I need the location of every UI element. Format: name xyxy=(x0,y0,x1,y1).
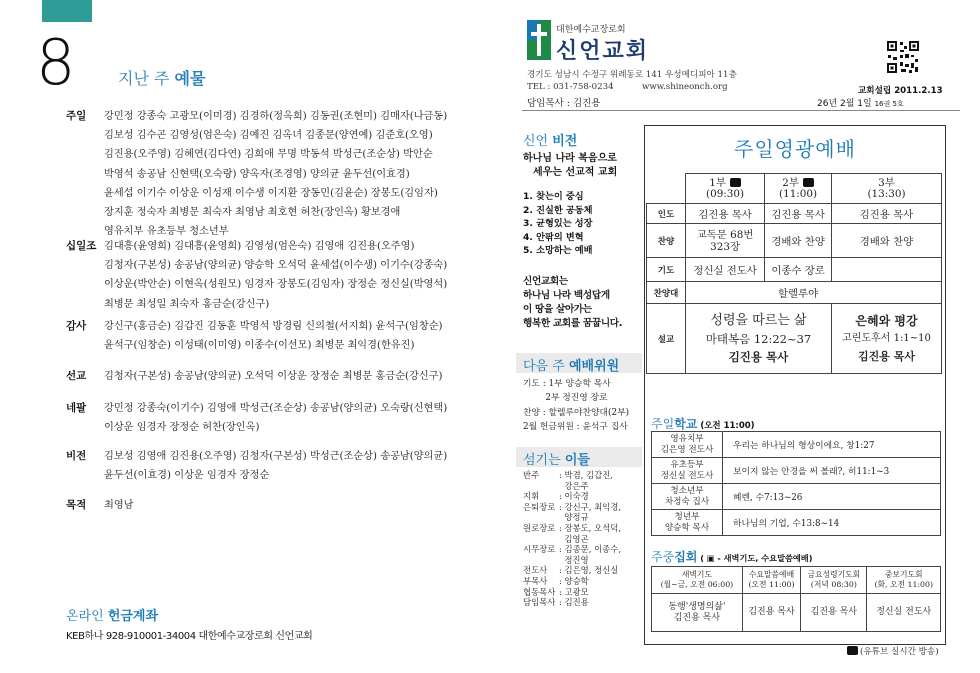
midweek-meeting xyxy=(867,567,941,594)
servant-names: : 양승학 xyxy=(559,575,589,586)
sermon-preacher: 김진용 목사 xyxy=(858,349,915,363)
servant-row xyxy=(523,523,637,534)
offering-names-line: 최병문 최성일 최숙자 홍금순(강신구) xyxy=(104,298,270,310)
service-3-header xyxy=(831,174,941,204)
youtube-note-text: (유튜브 실시간 방송) xyxy=(860,647,939,657)
service-name: 3부 xyxy=(878,176,895,189)
offering-names-line: 윤석구(임창순) 이성태(이미영) 이종수(이선모) 최병문 최익경(한유진) xyxy=(104,340,415,352)
midweek-leader-row xyxy=(652,594,941,632)
servants-title xyxy=(523,449,590,468)
servant-names: : 고광모 xyxy=(559,586,589,597)
midweek-table xyxy=(651,566,941,632)
denomination: 대한예수교장로회 xyxy=(556,25,626,35)
midweek-leader-line: 김진용 목사 xyxy=(673,612,721,623)
vision-intro xyxy=(523,152,617,180)
servant-row xyxy=(523,502,637,513)
offering-group-label: 주일 xyxy=(66,110,87,122)
next-week-line: 기도 : 1부 양승학 목사 xyxy=(523,379,611,389)
sermon-preacher: 김진용 목사 xyxy=(728,349,789,364)
schedule-title: 주일영광예배 xyxy=(734,137,856,161)
offering-group-names xyxy=(104,447,504,485)
offering-group-names xyxy=(104,237,504,314)
midweek-meeting-name: 수요말씀예배 xyxy=(748,569,795,579)
school-dept-leader: 양승학 목사 xyxy=(664,522,710,533)
service-name: 2부 xyxy=(782,176,799,189)
servant-row xyxy=(523,565,637,576)
servant-row xyxy=(523,587,637,598)
header-divider xyxy=(522,110,960,111)
row-label-choir: 찬양대 xyxy=(647,282,686,304)
servant-role: 담임목사 xyxy=(523,597,556,608)
school-dept-leader: 김은영 전도사 xyxy=(660,444,714,455)
offering-group xyxy=(66,496,486,515)
school-dept xyxy=(652,510,723,536)
choir-2: 할렐루야 xyxy=(765,282,832,304)
offering-names-line: 김보성 김수곤 김영성(엄은숙) 김예진 김옥녀 김종문(양연예) 김준호(오영) xyxy=(104,130,433,142)
school-dept-name: 청년부 xyxy=(674,511,700,522)
vision-item: 4. 안팎의 변혁 xyxy=(523,231,584,243)
praise-1-reading: 교독문 68번 xyxy=(696,228,754,241)
midweek-leader-line: 김진용 목사 xyxy=(748,607,795,618)
offering-group-label: 십일조 xyxy=(66,240,97,252)
praise-2: 경배와 찬양 xyxy=(765,224,832,258)
bank-account: KEB하나 928-910001-34004 대한예수교장로회 신언교회 xyxy=(66,631,313,642)
church-name: 신언교회 xyxy=(556,39,650,64)
school-lesson: 보이지 않는 안경을 써 볼래?, 히11:1~3 xyxy=(723,458,941,484)
servant-role: 시무장로 xyxy=(523,544,556,555)
midweek-leader-line: 김진용 목사 xyxy=(810,607,857,618)
servant-names: 김영곤 xyxy=(559,533,589,544)
school-title-plain: 주일 xyxy=(651,417,675,431)
midweek-head-row xyxy=(652,567,941,594)
issue-date-main: 26년 2월 1일 xyxy=(817,99,875,109)
servant-names: 양정규 xyxy=(559,512,589,523)
offering-names-line: 강신구(홍금순) 김갑진 김동훈 박영석 방경림 신의철(서지희) 윤석구(임창순) xyxy=(104,321,443,332)
next-week-title xyxy=(523,355,619,374)
servant-names: : 강신구, 최익경, xyxy=(559,501,622,512)
sermon-title: 은혜와 평강 xyxy=(855,313,918,328)
sermon-main xyxy=(686,304,832,374)
midweek-meeting xyxy=(742,567,800,594)
offering-names-line: 김대흥(윤영희) 김대흥(윤영희) 김영성(엄은숙) 김영애 김진용(오주영) xyxy=(104,241,415,252)
servant-names: : 김은영, 정신실 xyxy=(559,565,619,576)
offering-names-line: 윤세섭 이기수 이상운 이성재 이수생 이지환 장동민(김윤순) 장봉도(김임자) xyxy=(104,187,438,199)
offering-names-line: 김보성 김영애 김진용(오주영) 김청자(구본성) 박성근(조순상) 송공남(양의균) xyxy=(104,451,448,462)
offering-group xyxy=(66,317,486,355)
church-address: 경기도 성남시 수정구 위례동로 141 우성메디피아 11층 xyxy=(527,70,737,80)
servant-names: : 김종문, 이종수, xyxy=(559,544,622,555)
youtube-live-icon xyxy=(847,646,858,655)
offering-names-line: 김청자(구본성) 송공남(양의균) 양승학 오석덕 윤세섭(이수생) 이기수(강종숙) xyxy=(104,260,448,272)
next-week-line: 2부 정진영 장로 xyxy=(523,393,608,404)
offering-names-line: 강민정 강종숙(이기수) 김영애 박성근(조순상) 송공남(양의균) 오숙랑(신현택) xyxy=(104,403,448,414)
servant-names: : 박겸, 김갑진, xyxy=(559,470,613,480)
midweek-title-bold: 집회 xyxy=(674,550,698,564)
midweek-meeting-time: (월~금, 오전 06:00) xyxy=(660,580,734,589)
service-time: (11:00) xyxy=(779,187,818,200)
midweek-title xyxy=(651,548,812,565)
midweek-meeting-time: (화, 오전 11:00) xyxy=(874,580,934,589)
school-lesson: 혜렌, 수7:13~26 xyxy=(723,484,941,510)
servant-role xyxy=(523,555,559,566)
service-name: 1부 xyxy=(709,176,726,189)
school-dept xyxy=(652,458,723,484)
vision-quote-line: 하나님 나라 백성답게 xyxy=(523,290,610,301)
vision-item: 1. 찾는이 중심 xyxy=(523,191,584,202)
offering-group-label: 목적 xyxy=(66,499,87,511)
school-lesson: 하나님의 기업, 수13:8~14 xyxy=(723,510,941,536)
established-date: 교회설립 2011.2.13 xyxy=(858,86,943,96)
servant-row xyxy=(523,491,637,502)
next-week-line: 2월 헌금위원 : 윤석구 집사 xyxy=(523,422,628,433)
servant-row xyxy=(523,481,637,492)
choir-1-empty xyxy=(686,282,765,304)
servant-role: 부목사 xyxy=(523,575,548,586)
offering-names-line: 장지훈 정숙자 최병문 최숙자 최영남 최호현 허찬(장인옥) 황보경애 xyxy=(104,206,401,218)
service-time: (13:30) xyxy=(867,187,906,200)
church-tel: TEL : 031-758-0234 xyxy=(527,82,614,92)
page-number: 8 xyxy=(36,26,74,99)
servant-role: 지휘 xyxy=(523,491,540,502)
vision-intro-line: 하나님 나라 복음으로 xyxy=(523,153,617,164)
youtube-live-icon xyxy=(803,178,814,187)
midweek-meeting-time: (오전 11:00) xyxy=(748,580,795,589)
offering-group-label: 선교 xyxy=(66,370,87,382)
midweek-meeting-name: 새벽기도 xyxy=(681,569,712,579)
sunday-school-table xyxy=(651,431,941,536)
school-title-bold: 학교 xyxy=(674,417,698,431)
school-dept-name: 영유치부 xyxy=(670,433,704,444)
issue-volume: 16권 5호 xyxy=(874,100,904,108)
vision-item: 5. 소망하는 예배 xyxy=(523,245,593,256)
servant-names: : 이숙경 xyxy=(559,491,589,502)
praise-1 xyxy=(686,224,765,258)
servant-row xyxy=(523,512,637,523)
school-lesson: 우리는 하나님의 형상이에요, 창1:27 xyxy=(723,432,941,458)
offering-names-line: 최영남 xyxy=(104,500,134,511)
praise-3: 경배와 찬양 xyxy=(831,224,941,258)
intro-leader: 김진용 목사 xyxy=(831,204,941,224)
offering-group-names xyxy=(104,496,504,515)
school-dept-leader: 정신실 전도사 xyxy=(660,470,714,481)
intro-leader: 김진용 목사 xyxy=(765,204,832,224)
servant-row xyxy=(523,597,637,608)
next-week-line: 찬양 : 할렐루야찬양대(2부) xyxy=(523,407,629,418)
midweek-meeting-time: (저녁 08:30) xyxy=(810,580,857,589)
school-dept xyxy=(652,484,723,510)
row-label-intro: 인도 xyxy=(647,204,686,224)
midweek-meeting xyxy=(652,567,743,594)
offering-group-label: 감사 xyxy=(66,320,87,332)
midweek-leader-line: 동행'생명의삶' xyxy=(668,602,726,612)
servant-role: 반주 xyxy=(523,470,540,480)
offering-title-bold: 예물 xyxy=(174,69,206,88)
offering-group xyxy=(66,447,486,485)
servant-row xyxy=(523,555,637,566)
servant-row xyxy=(523,576,637,587)
youtube-note xyxy=(847,645,939,657)
servant-row xyxy=(523,544,637,555)
offering-names-line: 이상운(박안순) 이현옥(성원모) 임경자 장봉도(김임자) 장정순 정신실(박영석) xyxy=(104,279,448,291)
sermon-title: 성령을 따르는 삶 xyxy=(710,312,807,328)
servant-role: 협동목사 xyxy=(523,586,556,597)
vision-item: 2. 진실한 공동체 xyxy=(523,204,593,216)
school-dept-leader: 차정숙 집사 xyxy=(664,496,710,507)
servant-names: 정진영 xyxy=(559,554,589,565)
vision-quote-line: 신언교회는 xyxy=(523,276,568,287)
servant-role: 은퇴장로 xyxy=(523,501,556,512)
corner-cell xyxy=(647,174,686,204)
school-dept-name: 청소년부 xyxy=(670,485,704,496)
servant-role: 전도사 xyxy=(523,565,548,576)
offering-names-line: 이상운 임경자 장정순 허찬(장인옥) xyxy=(104,422,260,434)
servant-names: : 장봉도, 오석덕, xyxy=(559,522,622,533)
vision-title-bold: 비전 xyxy=(552,134,578,149)
offering-group-names xyxy=(104,107,504,241)
school-dept-name: 유초등부 xyxy=(670,459,704,470)
next-title-bold: 예배위원 xyxy=(568,359,620,374)
vision-title xyxy=(523,130,577,149)
servant-role xyxy=(523,534,559,545)
school-row xyxy=(652,484,941,510)
servant-role xyxy=(523,481,559,492)
midweek-leader xyxy=(801,594,867,632)
youtube-live-icon xyxy=(730,178,741,187)
midweek-meeting xyxy=(801,567,867,594)
midweek-leader-line: 정신실 전도사 xyxy=(876,607,932,618)
page-tab-marker xyxy=(42,0,92,22)
next-week-list xyxy=(523,377,629,435)
praise-1-hymn: 323장 xyxy=(710,240,740,253)
midweek-title-plain: 주중 xyxy=(651,550,675,564)
offering-section-title xyxy=(118,66,205,89)
vision-item: 3. 균형있는 성장 xyxy=(523,218,593,229)
servant-names: : 김진용 xyxy=(559,597,589,608)
offering-group xyxy=(66,367,486,386)
sermon-text: 마태복음 12:22~37 xyxy=(705,331,812,346)
offering-group-names xyxy=(104,367,504,386)
offering-names-line: 김청자(구본성) 송공남(양의균) 오석덕 이상운 장정순 최병문 홍금순(강신구) xyxy=(104,371,443,382)
school-row xyxy=(652,510,941,536)
offering-names-line: 김진용(오주영) 김혜연(김다연) 김희애 무명 박동석 박성근(조순상) 박안순 xyxy=(104,149,433,161)
offering-group-names xyxy=(104,317,504,355)
offering-names-line: 윤두선(이효경) 이상운 임경자 장정순 xyxy=(104,470,270,482)
senior-pastor: 담임목사 : 김진용 xyxy=(527,98,601,109)
church-website: www.shineonch.org xyxy=(642,82,728,92)
vision-quote xyxy=(523,275,622,331)
online-title-plain: 온라인 xyxy=(66,609,108,624)
service-time: (09:30) xyxy=(706,187,745,200)
servant-role: 원로장로 xyxy=(523,522,556,533)
school-dept xyxy=(652,432,723,458)
service-2-header xyxy=(765,174,832,204)
servant-row xyxy=(523,470,637,481)
qr-code-icon xyxy=(886,40,920,74)
vision-quote-line: 행복한 교회를 꿈꿉니다. xyxy=(523,318,623,329)
prayer-3-empty xyxy=(831,258,941,282)
choir-3-empty xyxy=(831,282,941,304)
offering-group xyxy=(66,107,486,241)
midweek-leader xyxy=(652,594,743,632)
row-label-praise: 찬양 xyxy=(647,224,686,258)
offering-names-line: 강민정 강종숙 고광모(이미경) 김경하(정옥희) 김동권(조현미) 김매자(나금동) xyxy=(104,111,448,122)
vision-quote-line: 이 땅을 살아가는 xyxy=(523,304,592,315)
online-offering-title xyxy=(66,605,158,624)
servants-title-plain: 섬기는 xyxy=(523,453,565,468)
sermon-text: 고린도후서 1:1~10 xyxy=(842,332,931,344)
midweek-leader xyxy=(867,594,941,632)
offering-names-line: 영유치부 유초등부 청소년부 xyxy=(104,226,229,238)
servants-list xyxy=(523,470,637,608)
offering-group-label: 네팔 xyxy=(66,402,87,414)
service-1-header xyxy=(686,174,765,204)
intro-leader: 김진용 목사 xyxy=(686,204,765,224)
servant-role xyxy=(523,512,559,523)
next-title-plain: 다음 주 xyxy=(523,359,569,374)
prayer-1: 정신실 전도사 xyxy=(686,258,765,282)
worship-schedule-table xyxy=(646,173,942,374)
issue-date xyxy=(817,96,904,109)
school-row xyxy=(652,432,941,458)
sunday-school-title xyxy=(651,415,755,432)
school-time: (오전 11:00) xyxy=(697,421,755,431)
midweek-meeting-name: 중보기도회 xyxy=(884,569,923,579)
school-row xyxy=(652,458,941,484)
sermon-third xyxy=(831,304,941,374)
offering-group-label: 비전 xyxy=(66,450,87,462)
servant-row xyxy=(523,534,637,545)
midweek-note: ( ▣ - 새벽기도, 수요말씀예배) xyxy=(697,553,813,563)
church-logo-icon xyxy=(527,20,551,60)
vision-list xyxy=(523,190,593,258)
vision-title-plain: 신언 xyxy=(523,134,553,149)
vision-intro-line: 세우는 선교적 교회 xyxy=(533,167,618,178)
servants-title-bold: 이들 xyxy=(564,453,590,468)
offering-title-plain: 지난 주 xyxy=(118,69,175,88)
online-title-bold: 헌금계좌 xyxy=(107,609,159,624)
midweek-meeting-name: 금요성령기도회 xyxy=(807,569,861,579)
servant-names: 강은주 xyxy=(559,480,589,491)
offering-group xyxy=(66,237,486,314)
prayer-2: 이종수 장로 xyxy=(765,258,832,282)
offering-group xyxy=(66,399,486,437)
offering-names-line: 박영석 송공남 신현택(오숙랑) 양옥자(조경영) 양의균 윤두선(이효경) xyxy=(104,168,410,180)
row-label-prayer: 기도 xyxy=(647,258,686,282)
row-label-sermon: 설교 xyxy=(647,304,686,374)
midweek-leader xyxy=(742,594,800,632)
offering-group-names xyxy=(104,399,504,437)
